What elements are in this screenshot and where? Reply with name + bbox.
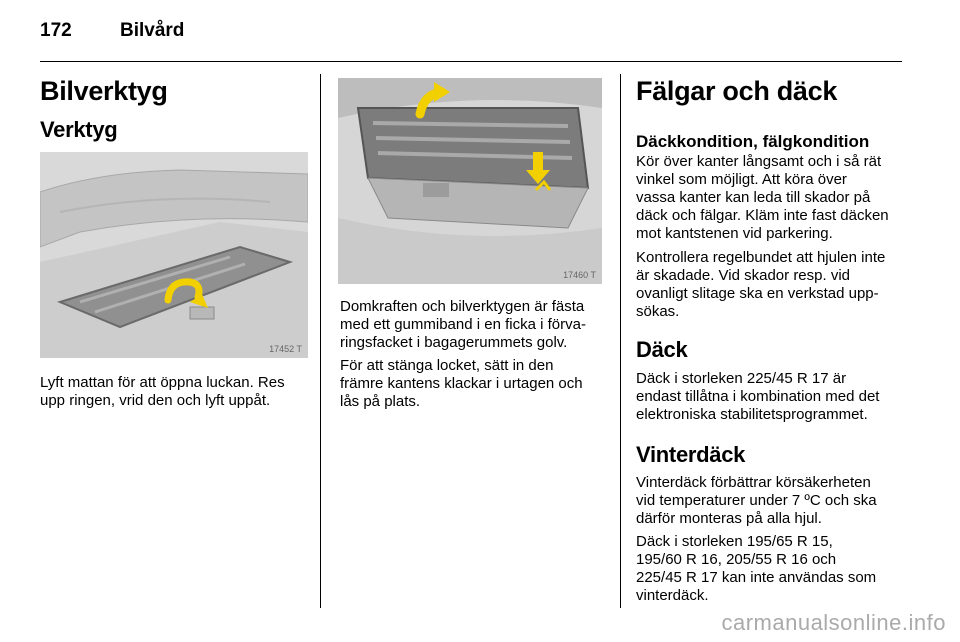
text-line: Lyft mattan för att öppna luckan. Res xyxy=(40,374,285,391)
text-line: är skadade. Vid skador resp. vid xyxy=(636,267,851,284)
text-line: 195/60 R 16, 205/55 R 16 och xyxy=(636,551,837,568)
tyre-condition-para-1 xyxy=(636,153,906,243)
tool-compartment-figure xyxy=(40,152,308,358)
middle-para-2 xyxy=(340,357,608,411)
text-line: Domkraften och bilverktygen är fästa xyxy=(340,298,585,315)
figure-code: 17460 T xyxy=(563,270,596,280)
section-title: Bilvård xyxy=(120,20,185,41)
text-line: vinkel som möjligt. Att köra över xyxy=(636,171,847,188)
figure-code: 17452 T xyxy=(269,344,302,354)
column-divider-left xyxy=(320,74,321,608)
text-line: sökas. xyxy=(636,303,680,320)
text-line: vinterdäck. xyxy=(636,587,709,604)
text-line: 225/45 R 17 kan inte användas som xyxy=(636,569,877,586)
left-column xyxy=(40,76,308,107)
tyre-condition-heading: Däckkondition, fälgkondition xyxy=(636,132,870,151)
watermark: carmanualsonline.info xyxy=(721,610,946,635)
text-line: ovanligt slitage ska en verkstad upp- xyxy=(636,285,879,302)
winter-para-2 xyxy=(636,533,906,605)
text-line: vid temperaturer under 7 ºC och ska xyxy=(636,492,877,509)
text-line: lås på plats. xyxy=(340,393,421,410)
tyres-para xyxy=(636,370,906,424)
text-line: med ett gummiband i en ficka i förva- xyxy=(340,316,586,333)
right-heading-wrap xyxy=(636,76,906,107)
winter-para-1 xyxy=(636,474,906,528)
text-line: Vinterdäck förbättrar körsäkerheten xyxy=(636,474,871,491)
text-line: främre kantens klackar i urtagen och xyxy=(340,375,583,392)
text-line: Kör över kanter långsamt och i så rät xyxy=(636,153,882,170)
tyres-heading-wrap xyxy=(636,337,906,363)
tyre-condition-section xyxy=(636,132,906,152)
jack-compartment-illustration xyxy=(338,78,602,284)
winter-heading-wrap xyxy=(636,442,906,468)
text-line: vassa kanter kan leda till skador på xyxy=(636,189,871,206)
text-line: Däck i storleken 195/65 R 15, xyxy=(636,533,833,550)
text-line: Kontrollera regelbundet att hjulen inte xyxy=(636,249,886,266)
header-divider xyxy=(40,61,902,62)
section-subheading: Verktyg xyxy=(40,117,118,142)
left-text xyxy=(40,374,308,410)
text-line: upp ringen, vrid den och lyft uppåt. xyxy=(40,392,271,409)
tyres-heading: Däck xyxy=(636,337,688,362)
text-line: därför monteras på alla hjul. xyxy=(636,510,822,527)
tyre-condition-para-2 xyxy=(636,249,906,321)
text-line: mot kantstenen vid parkering. xyxy=(636,225,833,242)
page-number: 172 xyxy=(40,20,72,41)
trunk-floor-illustration xyxy=(40,152,308,358)
text-line: För att stänga locket, sätt in den xyxy=(340,357,554,374)
middle-para-1 xyxy=(340,298,608,352)
page-heading: Bilverktyg xyxy=(40,76,168,106)
text-line: ringsfacket i bagagerummets golv. xyxy=(340,334,568,351)
text-line: endast tillåtna i kombination med det xyxy=(636,388,880,405)
column-divider-right xyxy=(620,74,621,608)
left-subheading-wrap xyxy=(40,117,308,143)
text-line: Däck i storleken 225/45 R 17 är xyxy=(636,370,847,387)
text-line: däck och fälgar. Kläm inte fast däcken xyxy=(636,207,889,224)
text-line: elektroniska stabilitetsprogrammet. xyxy=(636,406,868,423)
wheels-heading: Fälgar och däck xyxy=(636,76,838,106)
winter-tyres-heading: Vinterdäck xyxy=(636,442,746,467)
jack-storage-figure xyxy=(338,78,602,284)
